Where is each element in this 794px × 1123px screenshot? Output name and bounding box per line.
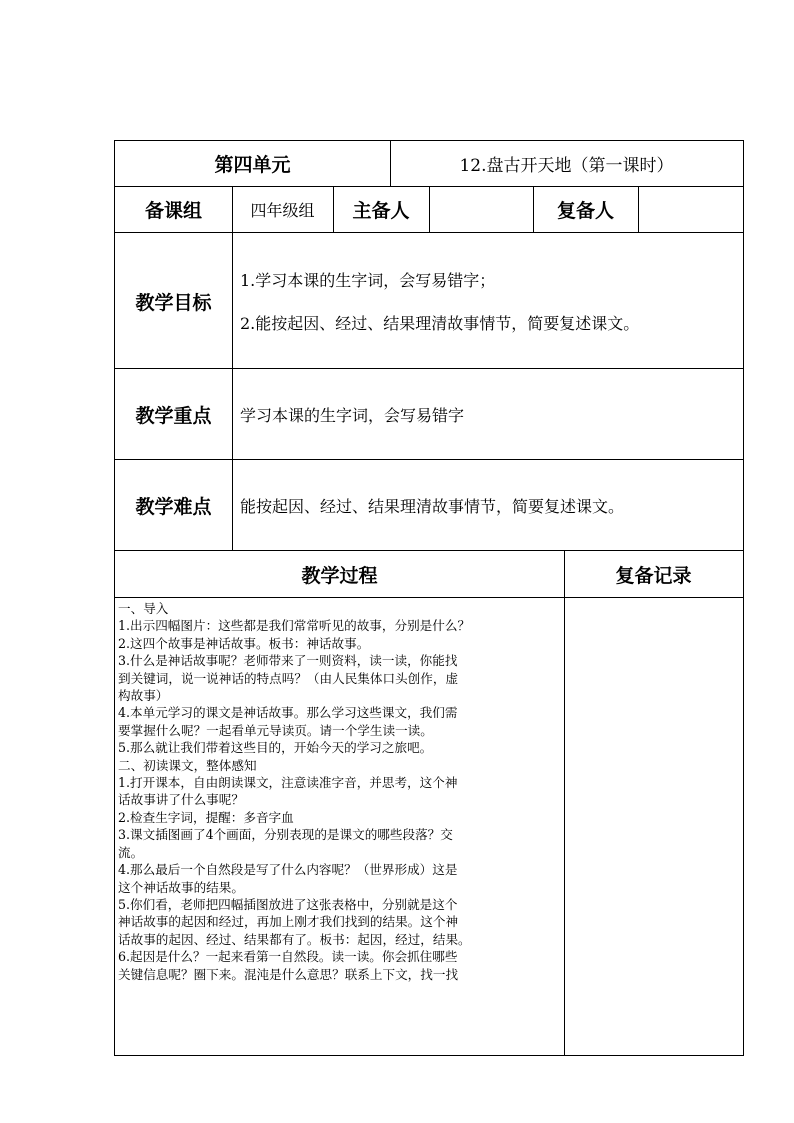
process-header: 教学过程 bbox=[301, 564, 378, 587]
column-divider bbox=[638, 186, 639, 233]
process-line: 2.检查生字词，提醒：多音字血 bbox=[118, 809, 294, 825]
process-line: 话故事的起因、经过、结果都有了。板书：起因，经过，结果。 bbox=[118, 931, 471, 947]
difficulties-text: 能按起因、经过、结果理清故事情节，简要复述课文。 bbox=[240, 497, 625, 516]
column-divider bbox=[390, 140, 391, 186]
lesson-title: 12.盘古开天地（第一课时） bbox=[459, 156, 674, 176]
column-divider bbox=[232, 186, 233, 551]
process-line: 1.出示四幅图片：这些都是我们常常听见的故事，分别是什么？ bbox=[118, 618, 471, 634]
process-line: 要掌握什么呢？一起看单元导读页。请一个学生读一读。 bbox=[118, 722, 433, 738]
process-line: 构故事） bbox=[118, 688, 169, 704]
difficulties-label: 教学难点 bbox=[135, 496, 212, 518]
process-line: 这个神话故事的结果。 bbox=[118, 879, 244, 895]
column-divider bbox=[564, 550, 565, 1056]
process-content bbox=[118, 600, 562, 1053]
table-border-top bbox=[114, 140, 744, 141]
unit-title: 第四单元 bbox=[214, 154, 291, 176]
process-line: 流。 bbox=[118, 844, 144, 860]
column-divider bbox=[333, 186, 334, 233]
table-border-left bbox=[114, 140, 115, 1056]
row-divider bbox=[114, 368, 744, 369]
re-preparer-label: 复备人 bbox=[556, 200, 614, 222]
row-divider bbox=[114, 550, 744, 551]
process-line: 神话故事的起因和经过，再加上刚才我们找到的结果。这个神 bbox=[118, 914, 459, 930]
review-record-area bbox=[564, 597, 743, 1055]
process-line: 4.那么最后一个自然段是写了什么内容呢？（世界形成）这是 bbox=[118, 862, 458, 878]
key-points-label: 教学重点 bbox=[135, 405, 212, 427]
process-line: 一、导入 bbox=[118, 601, 169, 616]
process-line: 关键信息呢？圈下来。混沌是什么意思？联系上下文，找一找 bbox=[118, 966, 459, 982]
row-divider bbox=[114, 597, 744, 598]
process-line: 二、初读课文，整体感知 bbox=[118, 757, 257, 773]
key-points-text: 学习本课的生字词，会写易错字 bbox=[240, 406, 465, 425]
process-line: 话故事讲了什么事呢？ bbox=[118, 792, 244, 808]
process-line: 2.这四个故事是神话故事。板书：神话故事。 bbox=[118, 635, 370, 651]
process-line: 3.什么是神话故事呢？老师带来了一则资料，读一读，你能找 bbox=[118, 653, 458, 669]
goals-label: 教学目标 bbox=[135, 291, 212, 314]
prep-group-label: 备课组 bbox=[144, 200, 202, 222]
goals-line-2: 2.能按起因、经过、结果理清故事情节，简要复述课文。 bbox=[240, 314, 640, 333]
column-divider bbox=[533, 186, 534, 233]
process-line: 1.打开课本，自由朗读课文，注意读准字音，并思考，这个神 bbox=[118, 775, 458, 791]
process-line: 5.那么就让我们带着这些目的，开始今天的学习之旅吧。 bbox=[118, 740, 433, 756]
row-divider bbox=[114, 459, 744, 460]
review-record-header: 复备记录 bbox=[615, 564, 692, 587]
process-line: 3.课文插图画了4个画面，分别表现的是课文的哪些段落？交 bbox=[118, 827, 453, 843]
table-border-right bbox=[743, 140, 744, 1056]
main-preparer-label: 主备人 bbox=[352, 200, 410, 222]
goals-line-1: 1.学习本课的生字词，会写易错字； bbox=[240, 271, 496, 290]
process-line: 5.你们看，老师把四幅插图放进了这张表格中，分别就是这个 bbox=[118, 896, 458, 912]
table-border-bottom bbox=[114, 1055, 744, 1056]
process-line: 6.起因是什么？一起来看第一自然段。读一读。你会抓住哪些 bbox=[118, 949, 458, 965]
prep-group-value: 四年级组 bbox=[250, 201, 315, 220]
main-preparer-value bbox=[429, 186, 533, 233]
process-line: 到关键词，说一说神话的特点吗？（由人民集体口头创作，虚 bbox=[118, 670, 459, 686]
process-line: 4.本单元学习的课文是神话故事。那么学习这些课文，我们需 bbox=[118, 705, 458, 721]
re-preparer-value bbox=[638, 186, 743, 233]
column-divider bbox=[429, 186, 430, 233]
